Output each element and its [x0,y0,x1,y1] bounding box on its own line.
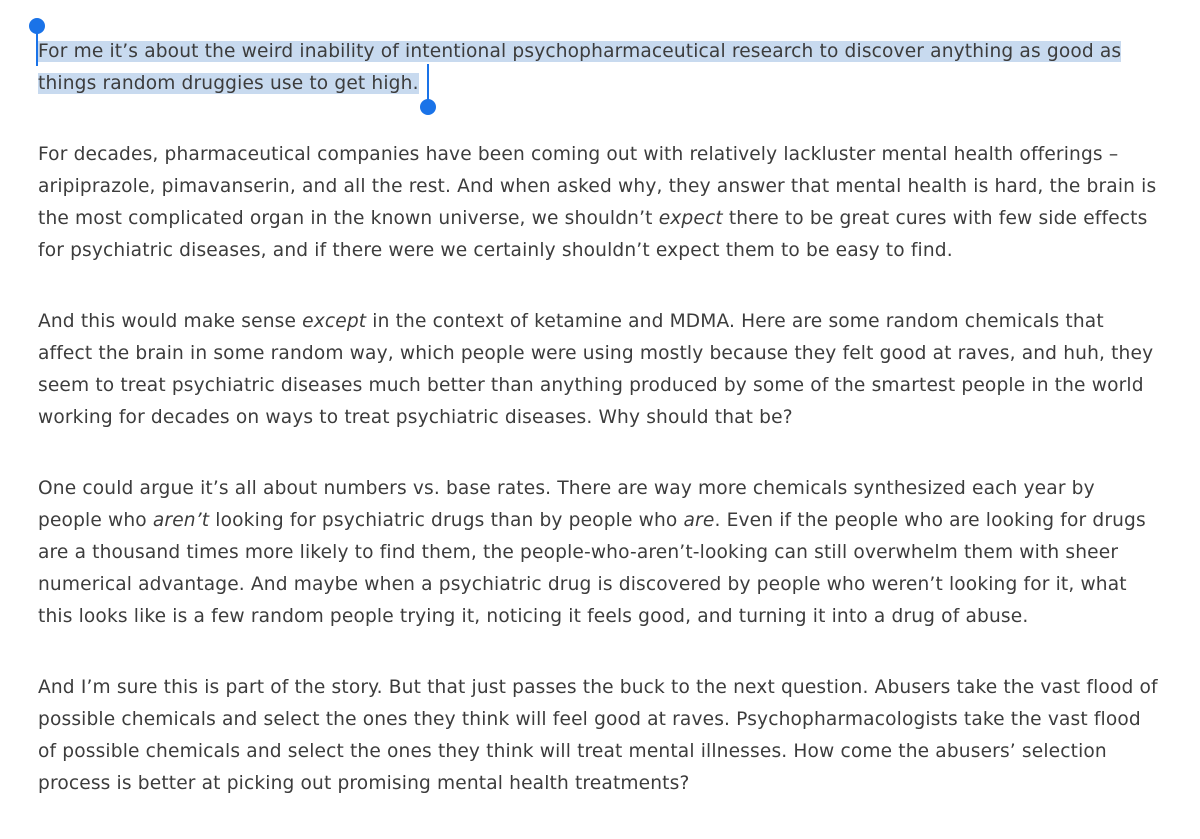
paragraph-3: And this would make sense except in the context of ketamine and MDMA. Here are some random chemicals that affect the brain in some random way, which people were using mostly because they felt good at raves, and huh, they seem to treat psychiatric diseases much better than anything produced by some of the smartest people in the world working for decades on ways to treat psychiatric diseases. Why should that be? [38,311,1154,428]
selected-paragraph[interactable] [38,36,1162,100]
paragraph-2: For decades, pharmaceutical companies have been coming out with relatively lackluster mental health offerings – aripiprazole, pimavanserin, and all the rest. And when asked why, they answer that mental health is hard, the brain is the most complicated organ in the known universe, we shouldn’t expect there to be great cures with few side effects for psychiatric diseases, and if there were we certainly shouldn’t expect them to be easy to find. [38,144,1157,261]
selection-start-caret[interactable] [36,26,38,66]
article-body [38,36,1162,839]
text-selection-highlight[interactable]: For me it’s about the weird inability of intentional psychopharmaceutical research to discover anything as good as things random druggies use to get high. [38,41,1122,94]
selection-end-handle-knob[interactable] [420,99,436,115]
paragraph-4: One could argue it’s all about numbers vs. base rates. There are way more chemicals synthesized each year by people who aren’t looking for psychiatric drugs than by people who are. Even if the people who are looking for drugs are a thousand times more likely to find them, the people-who-aren’t-looking can still overwhelm them with sheer numerical advantage. And maybe when a psychiatric drug is discovered by people who weren’t looking for it, what this looks like is a few random people trying it, noticing it feels good, and turning it into a drug of abuse. [38,478,1146,627]
selection-end-caret[interactable] [427,64,429,102]
paragraph-5: And I’m sure this is part of the story. But that just passes the buck to the next question. Abusers take the vast flood of possible chemicals and select the ones they think will feel good at raves. Psychopharmacologists take the vast flood of possible chemicals and select the ones they think will treat mental illnesses. How come the abusers’ selection process is better at picking out promising mental health treatments? [38,677,1158,794]
